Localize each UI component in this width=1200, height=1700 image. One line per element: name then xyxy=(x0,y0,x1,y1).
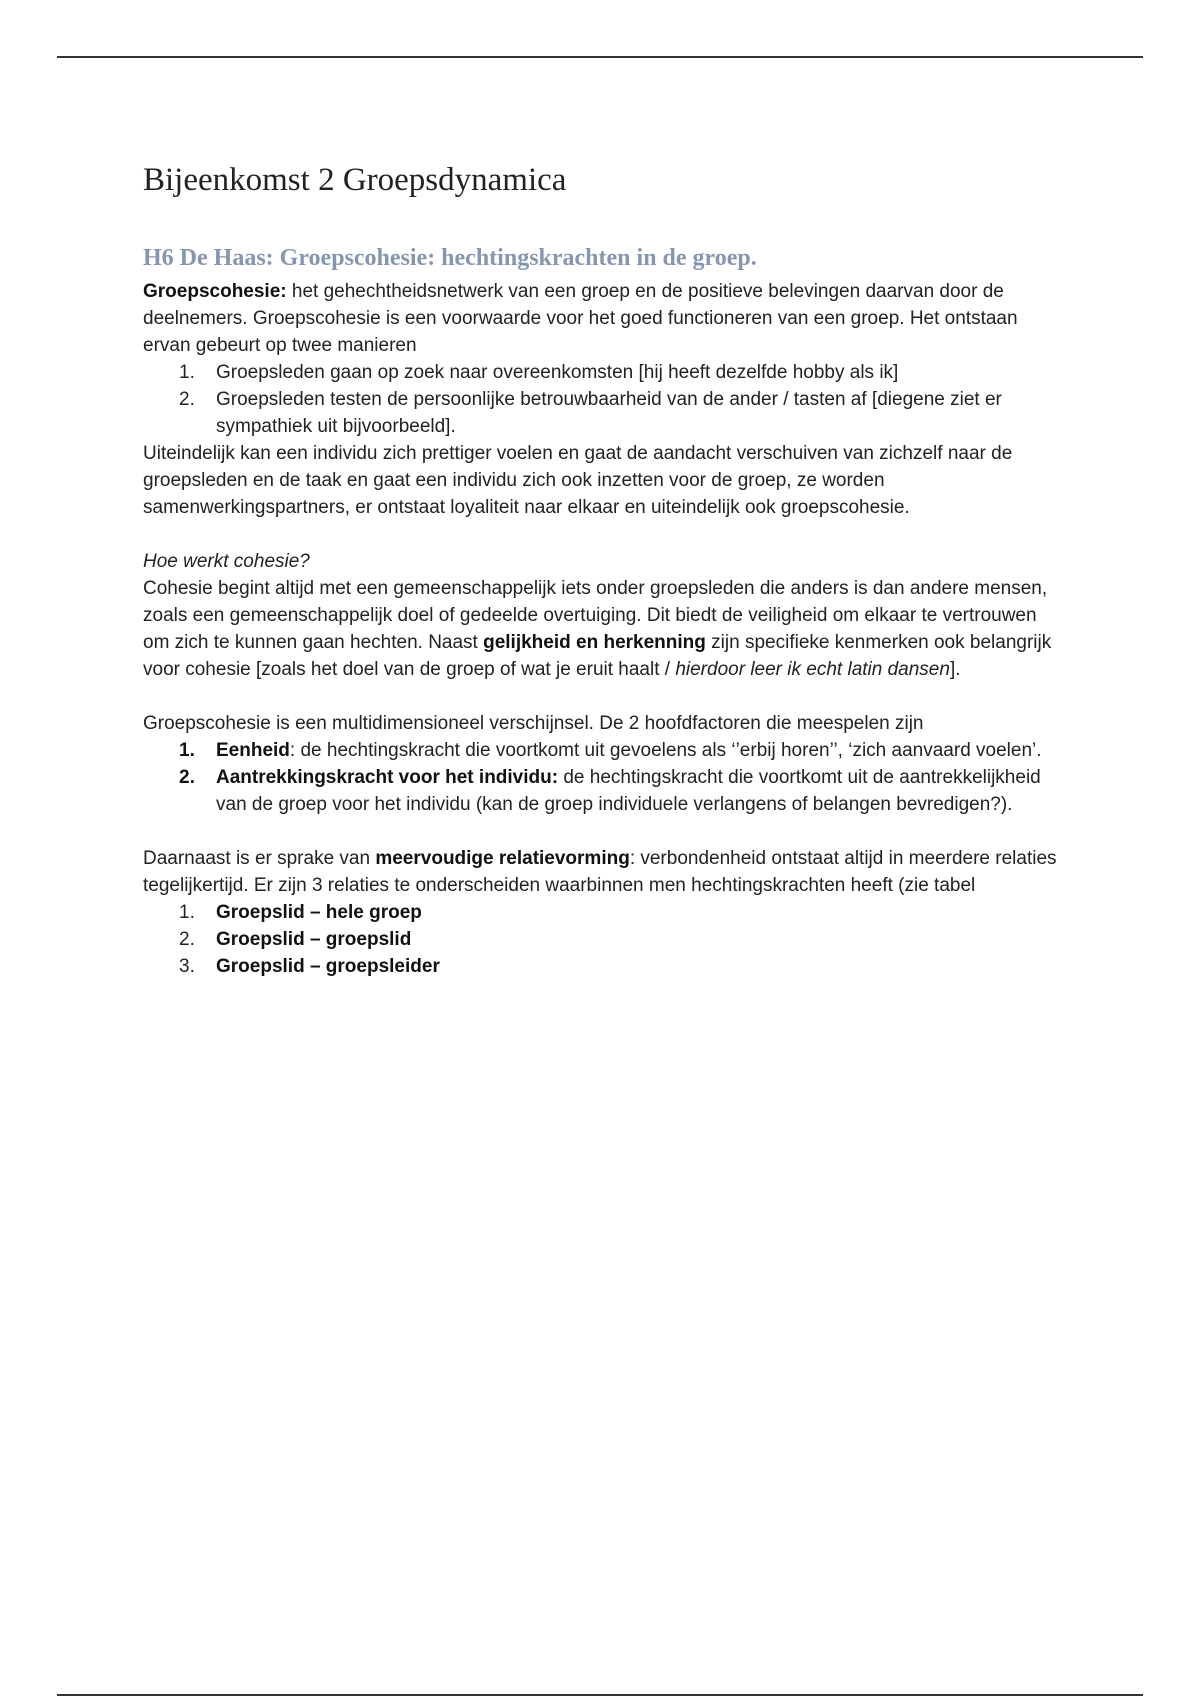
ways-list xyxy=(143,359,1063,440)
list-number: 3. xyxy=(179,956,195,977)
list-item xyxy=(143,764,1063,818)
list-number: 1. xyxy=(179,740,195,761)
list-number: 1. xyxy=(179,902,195,923)
bottom-border-line xyxy=(57,1694,1143,1696)
list-item-text: Groepslid – hele groep xyxy=(216,902,422,923)
factor-text: de hechtingskracht die voortkomt uit de aantrekkelijkheid van de groep voor het individu (kan de groep individuele verlangens of belangen bevredigen?). xyxy=(216,767,1041,815)
intro-term: Groepscohesie: xyxy=(143,281,287,302)
intro-paragraph xyxy=(143,278,1063,359)
document-title: Bijeenkomst 2 Groepsdynamica xyxy=(143,162,567,198)
how-question xyxy=(143,548,1063,575)
list-item xyxy=(143,386,1063,440)
how-paragraph xyxy=(143,575,1063,683)
list-item xyxy=(143,926,1063,953)
intro-text: het gehechtheidsnetwerk van een groep en de positieve belevingen daarvan door de deelnemers. Groepscohesie is een voorwaarde voor het goed functioneren van een groep. Het ontstaan ervan gebeurt op twee manieren xyxy=(143,281,1018,356)
relations-text-1: Daarnaast is er sprake van xyxy=(143,848,376,869)
conclusion-paragraph: Uiteindelijk kan een individu zich prettiger voelen en gaat de aandacht verschuiven van zichzelf naar de groepsleden en de taak en gaat een individu zich ook inzetten voor de groep, ze worden samenwerkingspartners, er ontstaat loyaliteit naar elkaar en uiteindelijk ook groepscohesie. xyxy=(143,443,1013,518)
section-heading: H6 De Haas: Groepscohesie: hechtingskrachten in de groep. xyxy=(143,245,757,271)
list-item xyxy=(143,953,1063,980)
how-bold: gelijkheid en herkenning xyxy=(483,632,706,653)
how-text-3: ]. xyxy=(949,659,961,680)
relations-paragraph xyxy=(143,845,1063,899)
factor-text: : de hechtingskracht die voortkomt uit gevoelens als ‘’erbij horen’’, ‘zich aanvaard voelen’. xyxy=(289,740,1042,761)
list-item-text: Groepslid – groepsleider xyxy=(216,956,440,977)
list-item xyxy=(143,899,1063,926)
relations-text-2: : verbondenheid ontstaat altijd in meerdere relaties tegelijkertijd. Er zijn 3 relaties te onderscheiden waarbinnen men hechtingskrachten heeft (zie tabel xyxy=(143,848,1057,896)
list-number: 1. xyxy=(179,362,195,383)
list-item-text: Groepsleden testen de persoonlijke betrouwbaarheid van de ander / tasten af [diegene ziet er sympathiek uit bijvoorbeeld]. xyxy=(216,389,1002,437)
how-text-1: Cohesie begint altijd met een gemeenschappelijk iets onder groepsleden die anders is dan andere mensen, zoals een gemeenschappelijk doel of gedeelde overtuiging. Dit biedt de veiligheid om elkaar te vertrouwen om zich te kunnen gaan hechten. Naast xyxy=(143,578,1048,653)
spacer xyxy=(143,521,1063,548)
list-item-text: Groepsleden gaan op zoek naar overeenkomsten [hij heeft dezelfde hobby als ik] xyxy=(216,362,899,383)
list-item xyxy=(143,737,1063,764)
spacer xyxy=(143,818,1063,845)
factor-term: Aantrekkingskracht voor het individu: xyxy=(216,767,559,788)
multi-intro-paragraph: Groepscohesie is een multidimensioneel verschijnsel. De 2 hoofdfactoren die meespelen zijn xyxy=(143,713,924,734)
top-border-line xyxy=(57,56,1143,58)
list-item xyxy=(143,359,1063,386)
relations-bold: meervoudige relatievorming xyxy=(375,848,630,869)
how-question-text: Hoe werkt cohesie? xyxy=(143,551,310,572)
how-text-2: zijn specifieke kenmerken ook belangrijk voor cohesie [zoals het doel van de groep of wat je eruit haalt / xyxy=(143,632,1052,680)
factors-list xyxy=(143,737,1063,818)
spacer xyxy=(143,683,1063,710)
list-number: 2. xyxy=(179,767,195,788)
how-italic: hierdoor leer ik echt latin dansen xyxy=(675,659,950,680)
relations-list xyxy=(143,899,1063,980)
list-item-text: Groepslid – groepslid xyxy=(216,929,412,950)
list-number: 2. xyxy=(179,929,195,950)
document-page xyxy=(143,160,1063,980)
list-number: 2. xyxy=(179,389,195,410)
factor-term: Eenheid xyxy=(216,740,290,761)
